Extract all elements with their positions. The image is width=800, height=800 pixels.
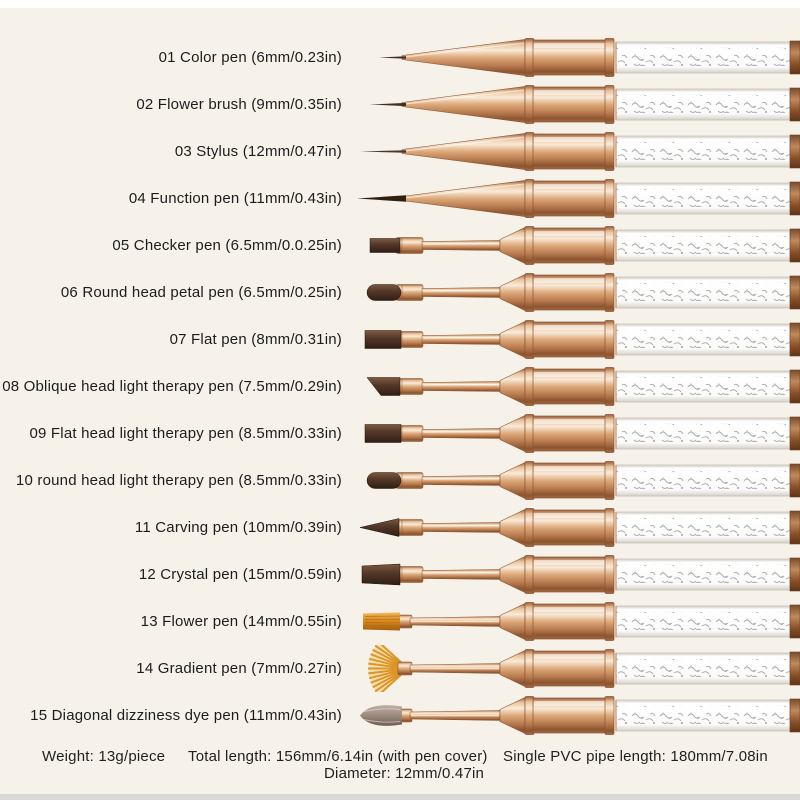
pen-end-cap xyxy=(790,699,800,732)
pen-crystal-barrel xyxy=(616,89,790,120)
pen-end-cap xyxy=(790,229,800,262)
pen-collar xyxy=(525,368,614,406)
pen-illustration xyxy=(350,316,800,363)
pen-crystal-barrel xyxy=(616,653,790,684)
pen-illustration-svg xyxy=(350,363,800,410)
pen-collar xyxy=(525,86,614,124)
pen-collar xyxy=(525,556,614,594)
pen-crystal-barrel xyxy=(616,465,790,496)
pen-illustration-svg xyxy=(350,316,800,363)
brush-tip-icon xyxy=(365,322,525,358)
pen-end-cap xyxy=(790,464,800,497)
pen-collar xyxy=(525,650,614,688)
brush-tip-icon xyxy=(368,645,525,692)
pen-row-11 xyxy=(0,504,800,551)
pen-label: 06 Round head petal pen (6.5mm/0.25in) xyxy=(60,284,342,301)
brush-tip-icon xyxy=(367,275,525,311)
pen-crystal-barrel xyxy=(616,230,790,261)
brush-tip-icon xyxy=(363,604,525,640)
brush-tip-icon xyxy=(367,463,525,499)
pen-end-cap xyxy=(790,370,800,403)
pen-row-14 xyxy=(0,645,800,692)
pen-row-08 xyxy=(0,363,800,410)
pen-row-07 xyxy=(0,316,800,363)
pen-collar xyxy=(525,133,614,171)
pen-collar xyxy=(525,509,614,547)
brush-tip-icon xyxy=(360,134,525,170)
pen-end-cap xyxy=(790,182,800,215)
pen-end-cap xyxy=(790,41,800,74)
pen-end-cap xyxy=(790,605,800,638)
pen-collar xyxy=(525,697,614,735)
pen-illustration xyxy=(350,598,800,645)
pen-label: 13 Flower pen (14mm/0.55in) xyxy=(140,613,342,630)
pen-illustration-svg xyxy=(350,34,800,81)
brush-tip-icon xyxy=(365,416,525,452)
pen-end-cap xyxy=(790,88,800,121)
pen-label: 14 Gradient pen (7mm/0.27in) xyxy=(136,660,342,677)
pen-illustration-svg xyxy=(350,269,800,316)
pen-end-cap xyxy=(790,417,800,450)
pen-illustration xyxy=(350,410,800,457)
top-white-strip xyxy=(0,0,800,8)
pen-end-cap xyxy=(790,135,800,168)
footer-diameter: Diameter: 12mm/0.47in xyxy=(324,765,485,782)
pen-label: 10 round head light therapy pen (8.5mm/0.33in) xyxy=(15,472,342,489)
pen-illustration-svg xyxy=(350,175,800,222)
pen-row-01 xyxy=(0,34,800,81)
pen-label: 02 Flower brush (9mm/0.35in) xyxy=(136,96,342,113)
pen-row-13 xyxy=(0,598,800,645)
pen-label: 09 Flat head light therapy pen (8.5mm/0.33in) xyxy=(29,425,342,442)
pen-list xyxy=(0,34,800,739)
pen-illustration xyxy=(350,692,800,739)
pen-collar xyxy=(525,321,614,359)
pen-end-cap xyxy=(790,652,800,685)
brush-tip-icon xyxy=(379,40,525,76)
pen-row-04 xyxy=(0,175,800,222)
pen-illustration-svg xyxy=(350,551,800,598)
brush-tip-icon xyxy=(360,698,525,734)
footer-total-length: Total length: 156mm/6.14in (with pen cover) xyxy=(188,748,488,765)
pen-crystal-barrel xyxy=(616,418,790,449)
pen-illustration xyxy=(350,34,800,81)
pen-illustration xyxy=(350,128,800,175)
pen-collar xyxy=(525,603,614,641)
pen-crystal-barrel xyxy=(616,371,790,402)
pen-row-03 xyxy=(0,128,800,175)
pen-row-10 xyxy=(0,457,800,504)
pen-illustration xyxy=(350,457,800,504)
brush-tip-icon xyxy=(360,510,525,546)
pen-crystal-barrel xyxy=(616,277,790,308)
pen-crystal-barrel xyxy=(616,42,790,73)
pen-illustration xyxy=(350,504,800,551)
pen-label: 15 Diagonal dizziness dye pen (11mm/0.43in) xyxy=(30,707,342,724)
pen-illustration-svg xyxy=(350,81,800,128)
pen-illustration-svg xyxy=(350,598,800,645)
pen-illustration xyxy=(350,645,800,692)
brush-tip-icon xyxy=(357,181,525,217)
pen-collar xyxy=(525,227,614,265)
pen-label: 08 Oblique head light therapy pen (7.5mm/0.29in) xyxy=(2,378,342,395)
pen-crystal-barrel xyxy=(616,136,790,167)
pen-illustration xyxy=(350,363,800,410)
brush-tip-icon xyxy=(370,228,525,264)
pen-label: 07 Flat pen (8mm/0.31in) xyxy=(169,331,342,348)
pen-label: 03 Stylus (12mm/0.47in) xyxy=(174,143,342,160)
pen-label: 04 Function pen (11mm/0.43in) xyxy=(128,190,342,207)
brush-tip-icon xyxy=(367,369,525,405)
pen-collar xyxy=(525,180,614,218)
brush-tip-icon xyxy=(362,557,525,593)
pen-illustration-svg xyxy=(350,504,800,551)
bottom-gray-strip xyxy=(0,794,800,800)
pen-illustration xyxy=(350,81,800,128)
pen-label: 05 Checker pen (6.5mm/0.0.25in) xyxy=(112,237,342,254)
pen-end-cap xyxy=(790,323,800,356)
pen-crystal-barrel xyxy=(616,324,790,355)
pen-label: 11 Carving pen (10mm/0.39in) xyxy=(134,519,342,536)
pen-illustration-svg xyxy=(350,128,800,175)
pen-row-02 xyxy=(0,81,800,128)
pen-end-cap xyxy=(790,511,800,544)
footer-weight: Weight: 13g/piece xyxy=(42,748,166,765)
pen-illustration xyxy=(350,269,800,316)
pen-illustration-svg xyxy=(350,645,800,692)
pen-crystal-barrel xyxy=(616,700,790,731)
footer-pvc-pipe-length: Single PVC pipe length: 180mm/7.08in xyxy=(503,748,768,765)
pen-row-15 xyxy=(0,692,800,739)
pen-illustration-svg xyxy=(350,457,800,504)
pen-label: 12 Crystal pen (15mm/0.59in) xyxy=(138,566,342,583)
pen-crystal-barrel xyxy=(616,183,790,214)
pen-row-06 xyxy=(0,269,800,316)
pen-row-12 xyxy=(0,551,800,598)
pen-crystal-barrel xyxy=(616,606,790,637)
pen-illustration-svg xyxy=(350,222,800,269)
pen-illustration-svg xyxy=(350,692,800,739)
pen-crystal-barrel xyxy=(616,559,790,590)
pen-label: 01 Color pen (6mm/0.23in) xyxy=(158,49,342,66)
pen-row-09 xyxy=(0,410,800,457)
pen-illustration xyxy=(350,222,800,269)
pen-collar xyxy=(525,415,614,453)
pen-illustration xyxy=(350,551,800,598)
pen-crystal-barrel xyxy=(616,512,790,543)
pen-end-cap xyxy=(790,276,800,309)
pen-illustration xyxy=(350,175,800,222)
pen-row-05 xyxy=(0,222,800,269)
pen-collar xyxy=(525,39,614,77)
pen-collar xyxy=(525,274,614,312)
brush-tip-icon xyxy=(369,87,525,123)
pen-collar xyxy=(525,462,614,500)
pen-illustration-svg xyxy=(350,410,800,457)
pen-end-cap xyxy=(790,558,800,591)
